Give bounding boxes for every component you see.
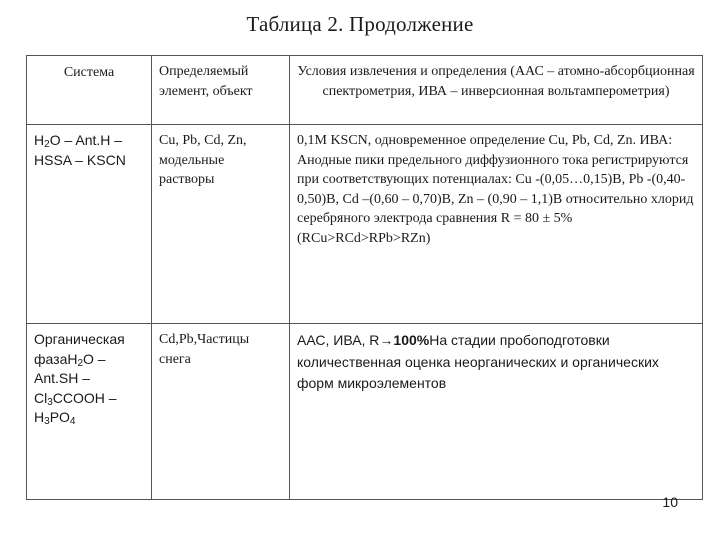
table-row	[27, 125, 703, 324]
row2-system: Органическая фазаH$_2$O – $Ant.SH - Cl_3CCOOH - H_3PO_4$	[27, 324, 152, 500]
row2-element: Cd,Pb,Частицы снега	[152, 324, 290, 500]
data-table	[26, 55, 703, 500]
header-element: Определяемый элемент, объект	[152, 56, 290, 125]
row1-element: Cu, Pb, Cd, Zn, модельные растворы	[152, 125, 290, 324]
row1-conditions: 0,1M KSCN, одновременное определение Cu, Pb, Cd, Zn. ИВА: Анодные пики предельного диффузионного тока регистрируются при соответствующих потенциалах: Cu -(0,05…0,15)B, Pb -(0,40-0,50)B, Cd –(0,60 – 0,70)B, Zn – (0,90 – 1,1)B относительно хлорид серебряного электрода сравнения R = 80 ± 5% (RCu>RCd>RPb>RZn)	[290, 125, 703, 324]
header-system: Система	[27, 56, 152, 125]
row2-conditions	[290, 324, 703, 500]
page-title: Таблица 2. Продолжение	[246, 12, 474, 36]
table-row	[27, 324, 703, 500]
page-number: 10	[662, 494, 678, 510]
table-header-row	[27, 56, 703, 125]
header-conditions: Условия извлечения и определения (ААС – атомно-абсорбционная спектрометрия, ИВА – инверсионная вольтамперометрия)	[290, 56, 703, 125]
row1-system: $H_2O - Ant.H$ – HSSA – KSCN	[27, 125, 152, 324]
row2-conditions-post: На стадии пробоподготовки количественная оценка неорганических и органических форм микроэлементов	[297, 332, 659, 391]
row2-conditions-bold: →100%	[379, 332, 430, 348]
row2-conditions-pre: ААС, ИВА, R	[297, 332, 380, 348]
